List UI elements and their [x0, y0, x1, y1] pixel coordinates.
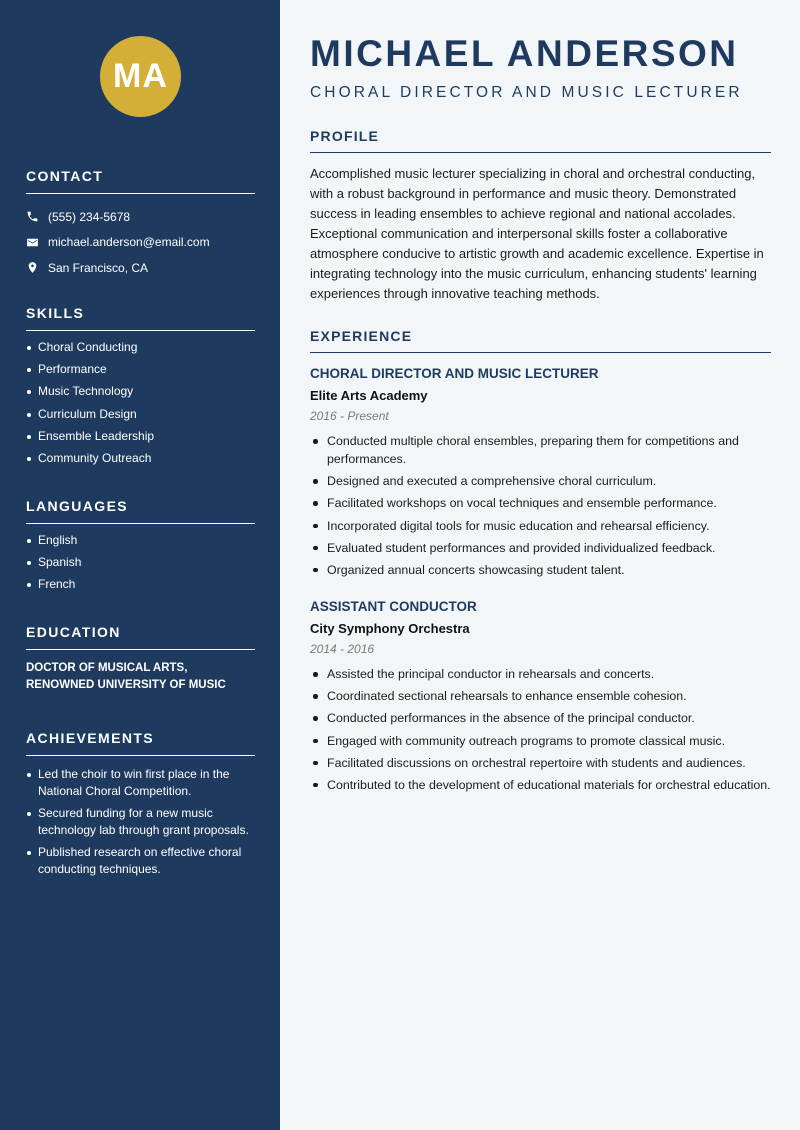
list-item: Coordinated sectional rehearsals to enhance ensemble cohesion.	[310, 687, 771, 705]
job-title: CHORAL DIRECTOR AND MUSIC LECTURER	[310, 366, 599, 381]
contact-list	[26, 204, 255, 281]
list-item: Music Technology	[26, 384, 255, 399]
list-item: Performance	[26, 362, 255, 377]
job-entry	[310, 599, 771, 798]
contact-phone-text: (555) 234-5678	[48, 209, 131, 224]
profile-section	[310, 128, 771, 304]
list-item: English	[26, 533, 255, 548]
list-item: Published research on effective choral conducting techniques.	[26, 844, 255, 878]
contact-phone	[26, 204, 255, 230]
list-item: Spanish	[26, 555, 255, 570]
skills-list	[26, 340, 255, 466]
contact-heading: CONTACT	[26, 168, 255, 194]
languages-list	[26, 533, 255, 592]
list-item: Evaluated student performances and provided individualized feedback.	[310, 539, 771, 557]
languages-heading: LANGUAGES	[26, 498, 255, 524]
skills-heading: SKILLS	[26, 305, 255, 331]
experience-heading: EXPERIENCE	[310, 328, 771, 353]
location-pin-icon	[26, 261, 39, 274]
list-item: Ensemble Leadership	[26, 429, 255, 444]
list-item: French	[26, 577, 255, 592]
list-item: Conducted multiple choral ensembles, preparing them for competitions and performances.	[310, 432, 771, 468]
job-company: City Symphony Orchestra	[310, 621, 470, 636]
education-heading: EDUCATION	[26, 624, 255, 650]
list-item: Choral Conducting	[26, 340, 255, 355]
job-bullets	[310, 432, 771, 579]
contact-email	[26, 230, 255, 256]
contact-location-text: San Francisco, CA	[48, 260, 149, 275]
list-item: Engaged with community outreach programs to promote classical music.	[310, 732, 771, 750]
job-title: ASSISTANT CONDUCTOR	[310, 599, 477, 614]
profile-text: Accomplished music lecturer specializing in choral and orchestral conducting, with a robust background in performance and music theory. Demonstrated success in leading ensembles to achieve regional and national accolades. Exceptional communication and interpersonal skills foster a collaborative atmosphere conducive to artistic growth and academic excellence. Expertise in integrating technology into the music curriculum, enhancing students' learning experiences through innovative teaching methods.	[310, 166, 764, 301]
list-item: Curriculum Design	[26, 407, 255, 422]
mail-icon	[26, 236, 39, 249]
contact-section	[26, 168, 255, 281]
contact-location	[26, 255, 255, 281]
list-item: Contributed to the development of educational materials for orchestral education.	[310, 776, 771, 794]
list-item: Assisted the principal conductor in rehearsals and concerts.	[310, 665, 771, 683]
education-degree: DOCTOR OF MUSICAL ARTS, RENOWNED UNIVERSITY OF MUSIC	[26, 662, 226, 691]
list-item: Facilitated workshops on vocal techniques and ensemble performance.	[310, 494, 771, 512]
achievements-list	[26, 766, 255, 878]
job-company: Elite Arts Academy	[310, 388, 428, 403]
profile-heading: PROFILE	[310, 128, 771, 153]
list-item: Community Outreach	[26, 451, 255, 466]
list-item: Designed and executed a comprehensive choral curriculum.	[310, 472, 771, 490]
experience-section	[310, 328, 771, 353]
list-item: Secured funding for a new music technology lab through grant proposals.	[26, 805, 255, 839]
achievements-heading: ACHIEVEMENTS	[26, 730, 255, 756]
phone-icon	[26, 210, 39, 223]
languages-section	[26, 498, 255, 600]
list-item: Organized annual concerts showcasing student talent.	[310, 561, 771, 579]
candidate-title: CHORAL DIRECTOR AND MUSIC LECTURER	[310, 84, 743, 101]
list-item: Facilitated discussions on orchestral repertoire with students and audiences.	[310, 754, 771, 772]
job-dates: 2014 - 2016	[310, 642, 375, 656]
skills-section	[26, 305, 255, 473]
list-item: Incorporated digital tools for music education and rehearsal efficiency.	[310, 517, 771, 535]
avatar: MA	[100, 36, 181, 117]
job-bullets	[310, 665, 771, 794]
candidate-name: MICHAEL ANDERSON	[310, 33, 739, 74]
contact-email-text: michael.anderson@email.com	[48, 235, 210, 250]
achievements-section	[26, 730, 255, 883]
sidebar	[0, 0, 280, 1130]
job-dates: 2016 - Present	[310, 409, 389, 423]
education-section	[26, 624, 255, 694]
list-item: Conducted performances in the absence of the principal conductor.	[310, 709, 771, 727]
list-item: Led the choir to win first place in the National Choral Competition.	[26, 766, 255, 800]
job-entry	[310, 366, 771, 583]
